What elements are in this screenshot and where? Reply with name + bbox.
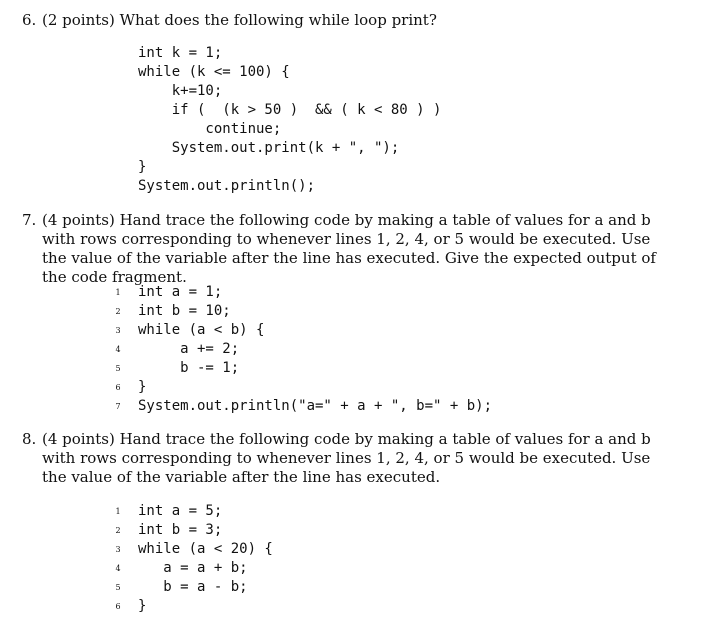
code-line: System.out.println("a=" + a + ", b=" + b); (138, 398, 493, 414)
code-line: while (a < 20) { (138, 541, 273, 557)
line-number: 4 (115, 564, 121, 573)
line-number: 3 (115, 326, 121, 335)
code-line: int a = 1; (138, 284, 223, 300)
code-line: k+=10; (138, 83, 223, 99)
line-number: 5 (115, 583, 121, 592)
code-line: int b = 3; (138, 522, 223, 538)
code-line: while (a < b) { (138, 322, 265, 338)
line-number: 3 (115, 545, 121, 554)
line-number: 1 (115, 507, 121, 516)
code-line: while (k <= 100) { (138, 64, 290, 80)
code-line: int b = 10; (138, 303, 231, 319)
line-number: 1 (115, 288, 121, 297)
code-line: continue; (138, 121, 282, 137)
line-number: 7 (115, 402, 121, 411)
question-8-text: (4 points) Hand trace the following code by making a table of values for a and b with rows corresponding to whenever lines 1, 2, 4, or 5 would be executed. Use the value of the variable after the line has executed. (42, 430, 651, 486)
code-line: } (138, 598, 147, 614)
question-6-number: 6. (22, 11, 37, 29)
code-line: } (138, 159, 147, 175)
line-number: 4 (115, 345, 121, 354)
question-6-text: (2 points) What does the following while loop print? (42, 11, 437, 29)
line-number: 6 (115, 383, 121, 392)
line-number: 2 (115, 526, 121, 535)
code-line: System.out.println(); (138, 178, 316, 194)
question-7-number: 7. (22, 211, 37, 229)
question-7-text: (4 points) Hand trace the following code by making a table of values for a and b with rows corresponding to whenever lines 1, 2, 4, or 5 would be executed. Use the value of the variable after the line has executed. Give the expected output of the code fragment. (42, 211, 656, 286)
code-line: b -= 1; (138, 360, 240, 376)
question-6 (22, 11, 672, 30)
line-number: 6 (115, 602, 121, 611)
code-line: a += 2; (138, 341, 240, 357)
line-number: 2 (115, 307, 121, 316)
code-line: int k = 1; (138, 45, 223, 61)
code-line: b = a - b; (138, 579, 248, 595)
code-line: a = a + b; (138, 560, 248, 576)
code-line: if ( (k > 50 ) && ( k < 80 ) ) (138, 102, 442, 118)
code-line: } (138, 379, 147, 395)
question-8 (22, 430, 672, 487)
code-line: int a = 5; (138, 503, 223, 519)
code-line: System.out.print(k + ", "); (138, 140, 400, 156)
question-8-number: 8. (22, 430, 37, 448)
line-number: 5 (115, 364, 121, 373)
question-7 (22, 211, 672, 287)
